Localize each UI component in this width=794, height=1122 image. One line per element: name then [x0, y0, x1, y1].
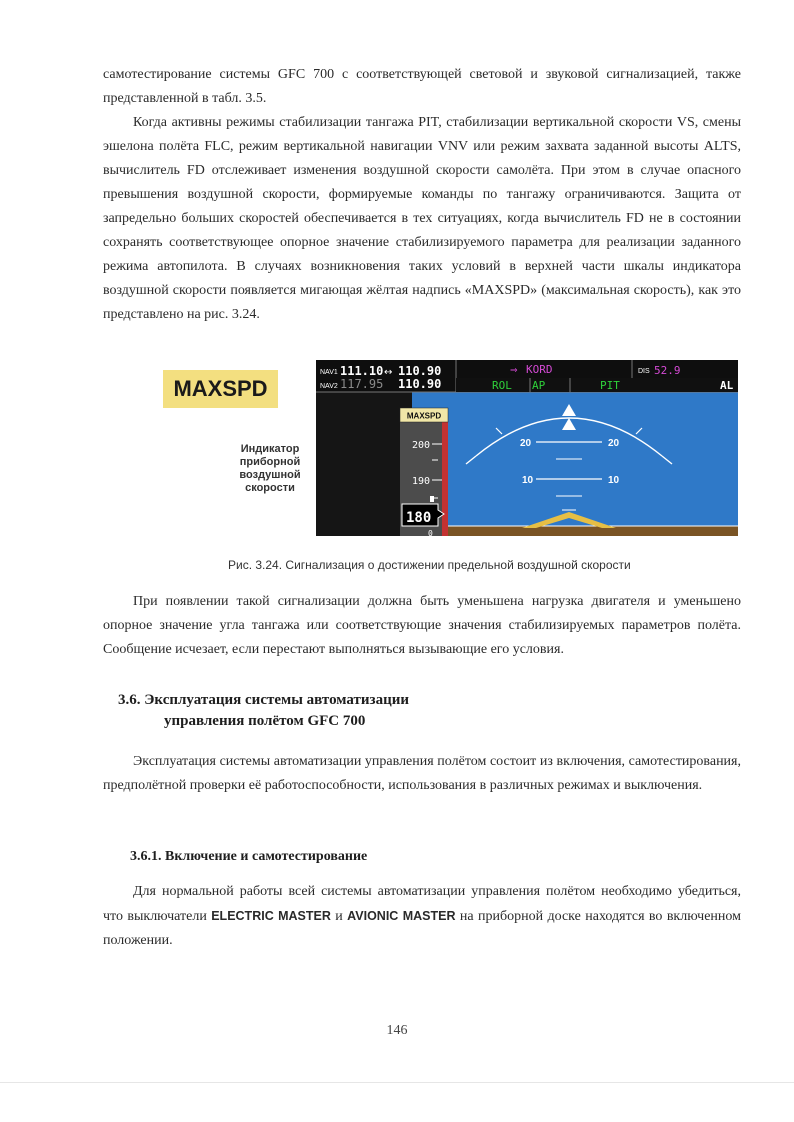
text-fragment: Для нормальной работы всей системы автоматизации управления полётом необходимо убедиться, что выключатели: [103, 884, 741, 924]
nav2-label: NAV2: [320, 383, 338, 390]
ground-area: [412, 526, 738, 536]
mode-ap: AP: [532, 379, 546, 392]
pfd-screenshot: [316, 360, 738, 536]
paragraph-continuation: самотестирование системы GFC 700 с соответствующей световой и звуковой сигнализацией, также представленной в табл. 3.5.: [103, 67, 741, 106]
maxspd-badge: MAXSPD: [163, 370, 278, 408]
paragraph-warning-response: При появлении такой сигнализации должна быть уменьшена нагрузка двигателя и уменьшено опорное значение угла тангажа или соответствующие значения стабилизируемых параметров полёта. Сообщение исчезает, если перестают выполняться вызывающие его условия.: [103, 594, 741, 657]
mode-alt: AL: [720, 379, 734, 392]
figure-caption: Рис. 3.24. Сигнализация о достижении предельной воздушной скорости: [228, 558, 631, 572]
section-heading-line: 3.6. Эксплуатация системы автоматизации: [118, 692, 409, 708]
current-speed: 180: [406, 510, 432, 526]
mode-roll: ROL: [492, 379, 512, 392]
airspeed-indicator-label: Индикатор приборной воздушной скорости: [239, 443, 301, 494]
nav1-label: NAV1: [320, 369, 338, 376]
paragraph-operation: Эксплуатация системы автоматизации управления полётом состоит из включения, самотестирования, предполётной проверки её работоспособности, использования в различных режимах и выключения.: [103, 754, 741, 793]
section-heading-line: управления полётом GFC 700: [164, 713, 366, 729]
footer-line: [0, 1082, 794, 1083]
dis-value: 52.9: [654, 364, 681, 377]
nav1-standby-freq: 110.90: [398, 364, 442, 378]
direct-to-icon: ⇒: [510, 366, 518, 376]
pitch-label: 10: [608, 475, 620, 486]
page-number: 146: [386, 1023, 408, 1038]
paragraph-maxspd-description: Когда активны режимы стабилизации тангажа PIT, стабилизации вертикальной скорости VS, смены эшелона полёта FLC, режим вертикальной навигации VNV или режим захвата заданной высоты ALTS, вычислитель FD отслеживает изменения воздушной скорости самолёта. При этом в случае опасного превышения воздушной скорости, формируемые команды по тангажу ограничиваются. Защита от запредельно больших скоростей обеспечивается в тех ситуациях, когда вычислитель FD не в состоянии сохранять соответствующее опорное значение стабилизируемого параметра для реализации заданного режима автопилота. В случаях возникновения таких условий в верхней части шкалы индикатора воздушной скорости появляется мигающая жёлтая надпись «MAXSPD» (максимальная скорость), как это представлено на рис. 3.24.: [103, 115, 741, 322]
subsection-heading: 3.6.1. Включение и самотестирование: [130, 849, 368, 864]
switch-name-electric-master: ELECTRIC MASTER: [211, 909, 331, 923]
text-fragment: и: [330, 909, 348, 924]
pitch-label: 20: [608, 438, 620, 449]
svg-text:0: 0: [428, 529, 433, 536]
nav2-standby-freq: 110.90: [398, 377, 442, 391]
barber-pole: [442, 412, 448, 536]
text-fragment: на приборной доске находятся во включенном положении.: [103, 909, 741, 948]
paragraph-power-on: [103, 880, 741, 953]
maxspd-text: MAXSPD: [406, 411, 442, 421]
pitch-label: 20: [520, 438, 532, 449]
switch-name-avionic-master: AVIONIC MASTER: [347, 909, 456, 923]
mode-pitch: PIT: [600, 379, 620, 392]
section-heading: [118, 690, 409, 732]
swap-arrow-icon: ↔: [384, 367, 393, 378]
dis-label: DIS: [638, 368, 650, 375]
speed-tick: 190: [412, 476, 431, 487]
pitch-label: 10: [522, 475, 534, 486]
nav1-active-freq: 111.10: [340, 364, 384, 378]
nav2-active-freq: 117.95: [340, 377, 384, 391]
waypoint-id: KORD: [526, 363, 553, 376]
speed-tick: 200: [412, 440, 431, 451]
